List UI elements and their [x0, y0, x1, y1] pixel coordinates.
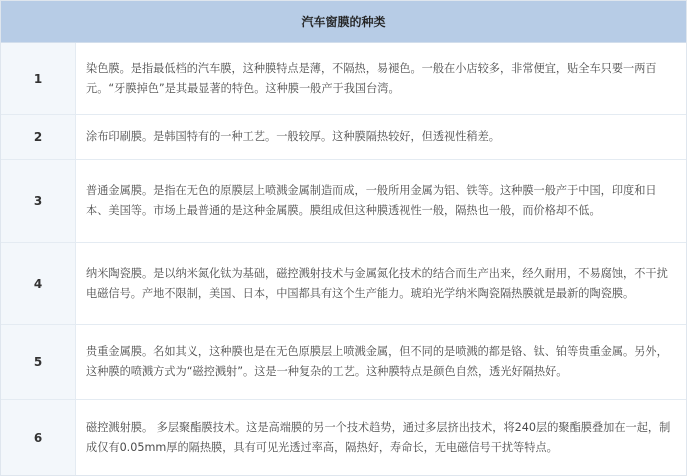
table-row [1, 243, 686, 325]
row-description: 涂布印刷膜。是韩国特有的一种工艺。一般较厚。这种膜隔热较好，但透视性稍差。 [86, 130, 500, 143]
table-row [1, 160, 686, 243]
table-row [1, 325, 686, 400]
row-number: 5 [1, 325, 76, 399]
row-description: 纳米陶瓷膜。是以纳米氮化钛为基础，磁控溅射技术与金属氮化技术的结合而生产出来，经久耐用，不易腐蚀，不干扰电磁信号。产地不限制，美国、日本，中国都具有这个生产能力。琥珀光学纳米陶瓷隔热膜就是最新的陶瓷膜。 [86, 266, 668, 300]
row-number: 4 [1, 243, 76, 324]
row-description: 磁控溅射膜。 多层聚酯膜技术。这是高端膜的另一个技术趋势，通过多层挤出技术，将240层的聚酯膜叠加在一起，制成仅有0.05mm厚的隔热膜，具有可见光透过率高，隔热好，寿命长，无电磁信号干扰等特点。 [86, 420, 671, 454]
table-row [1, 400, 686, 475]
row-description: 贵重金属膜。名如其义，这种膜也是在无色原膜层上喷溅金属，但不同的是喷溅的都是铬、钛、铂等贵重金属。另外，这种膜的喷溅方式为“磁控溅射”。这是一种复杂的工艺。这种膜特点是颜色自然，透光好隔热好。 [86, 345, 668, 378]
row-number: 2 [1, 115, 76, 159]
table-title: 汽车窗膜的种类 [1, 1, 686, 43]
table-row [1, 115, 686, 160]
row-number: 1 [1, 43, 76, 114]
row-number: 3 [1, 160, 76, 242]
row-description: 普通金属膜。是指在无色的原膜层上喷溅金属制造而成，一般所用金属为铝、铁等。这种膜一般产于中国，印度和日本、美国等。市场上最普通的是这种金属膜。膜组成但这种膜透视性一般，隔热也一般，而价格却不低。 [86, 184, 657, 217]
row-description: 染色膜。是指最低档的汽车膜，这种膜特点是薄，不隔热，易褪色。一般在小店较多，非常便宜，贴全车只要一两百元。“牙膜掉色”是其最显著的特色。这种膜一般产于我国台湾。 [86, 61, 657, 95]
row-number: 6 [1, 400, 76, 475]
table-row [1, 43, 686, 115]
